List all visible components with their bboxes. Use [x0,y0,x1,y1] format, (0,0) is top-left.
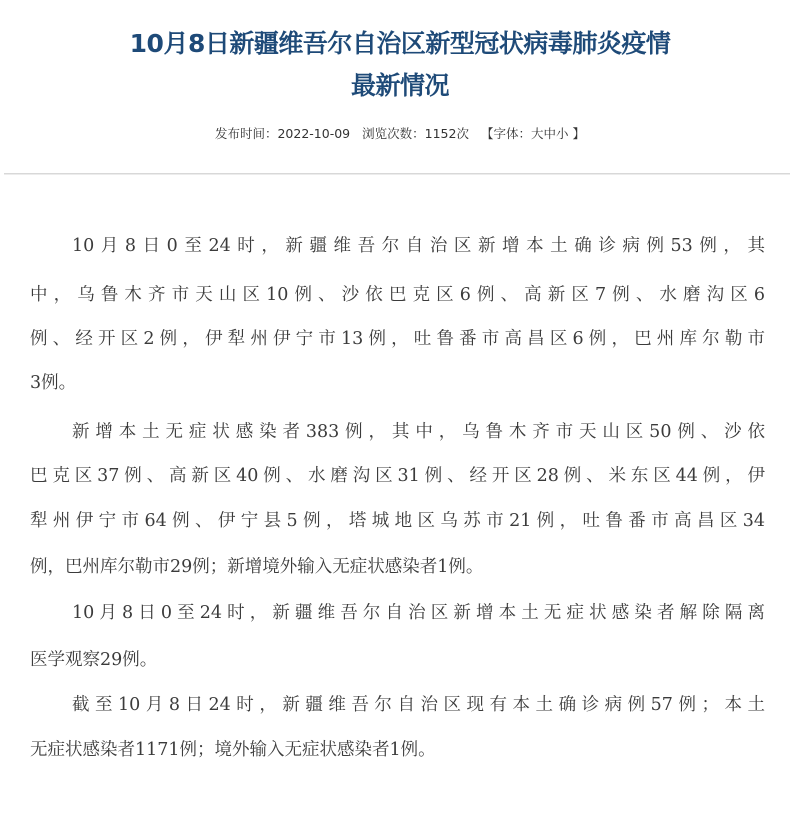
article-title-line-1: 10月8日新疆维吾尔自治区新型冠状病毒肺炎疫情 [129,29,671,58]
views-info [362,126,469,141]
text-line: 10月8日0至24时，新疆维吾尔自治区新增本土无症状感染者解除隔离 [72,603,765,623]
text-line: 中，乌鲁木齐市天山区10例、沙依巴克区6例、高新区7例、水磨沟区6 [30,285,765,305]
article-meta [0,124,800,142]
publish-date: 2022-10-09 [277,126,351,141]
views-label: 浏览次数： [362,126,425,141]
text-line: 截至10月8日24时，新疆维吾尔自治区现有本土确诊病例57例；本土 [72,695,765,715]
text-line: 10月8日0至24时，新疆维吾尔自治区新增本土确诊病例53例，其 [72,236,765,256]
font-size-large-link[interactable]: 大 [530,126,544,141]
font-size-medium-link[interactable]: 中 [543,126,557,141]
font-size-small-link[interactable]: 小 [556,126,569,141]
publish-label: 发布时间： [214,126,278,141]
text-line: 犁州伊宁市64例、伊宁县5例，塔城地区乌苏市21例，吐鲁番市高昌区34 [30,511,765,531]
text-line: 例，巴州库尔勒市29例；新增境外输入无症状感染者1例。 [30,557,484,577]
publish-info [215,126,350,141]
text-line: 新增本土无症状感染者383例，其中，乌鲁木齐市天山区50例、沙依 [72,422,765,442]
views-count: 1152次 [424,126,469,141]
text-line: 无症状感染者1171例；境外输入无症状感染者1例。 [30,740,436,760]
text-line: 巴克区37例、高新区40例、水磨沟区31例、经开区28例、米东区44例，伊 [30,466,765,486]
header-divider [4,173,790,175]
font-size-label: 【字体： [480,126,531,141]
font-size-selector [481,126,585,141]
text-line: 3例。 [30,373,77,393]
text-line: 例、经开区2例，伊犁州伊宁市13例，吐鲁番市高昌区6例，巴州库尔勒市 [30,329,765,349]
article-title-line-2: 最新情况 [350,71,449,100]
text-line: 医学观察29例。 [30,650,158,670]
font-size-bracket-close: 】 [568,126,586,141]
